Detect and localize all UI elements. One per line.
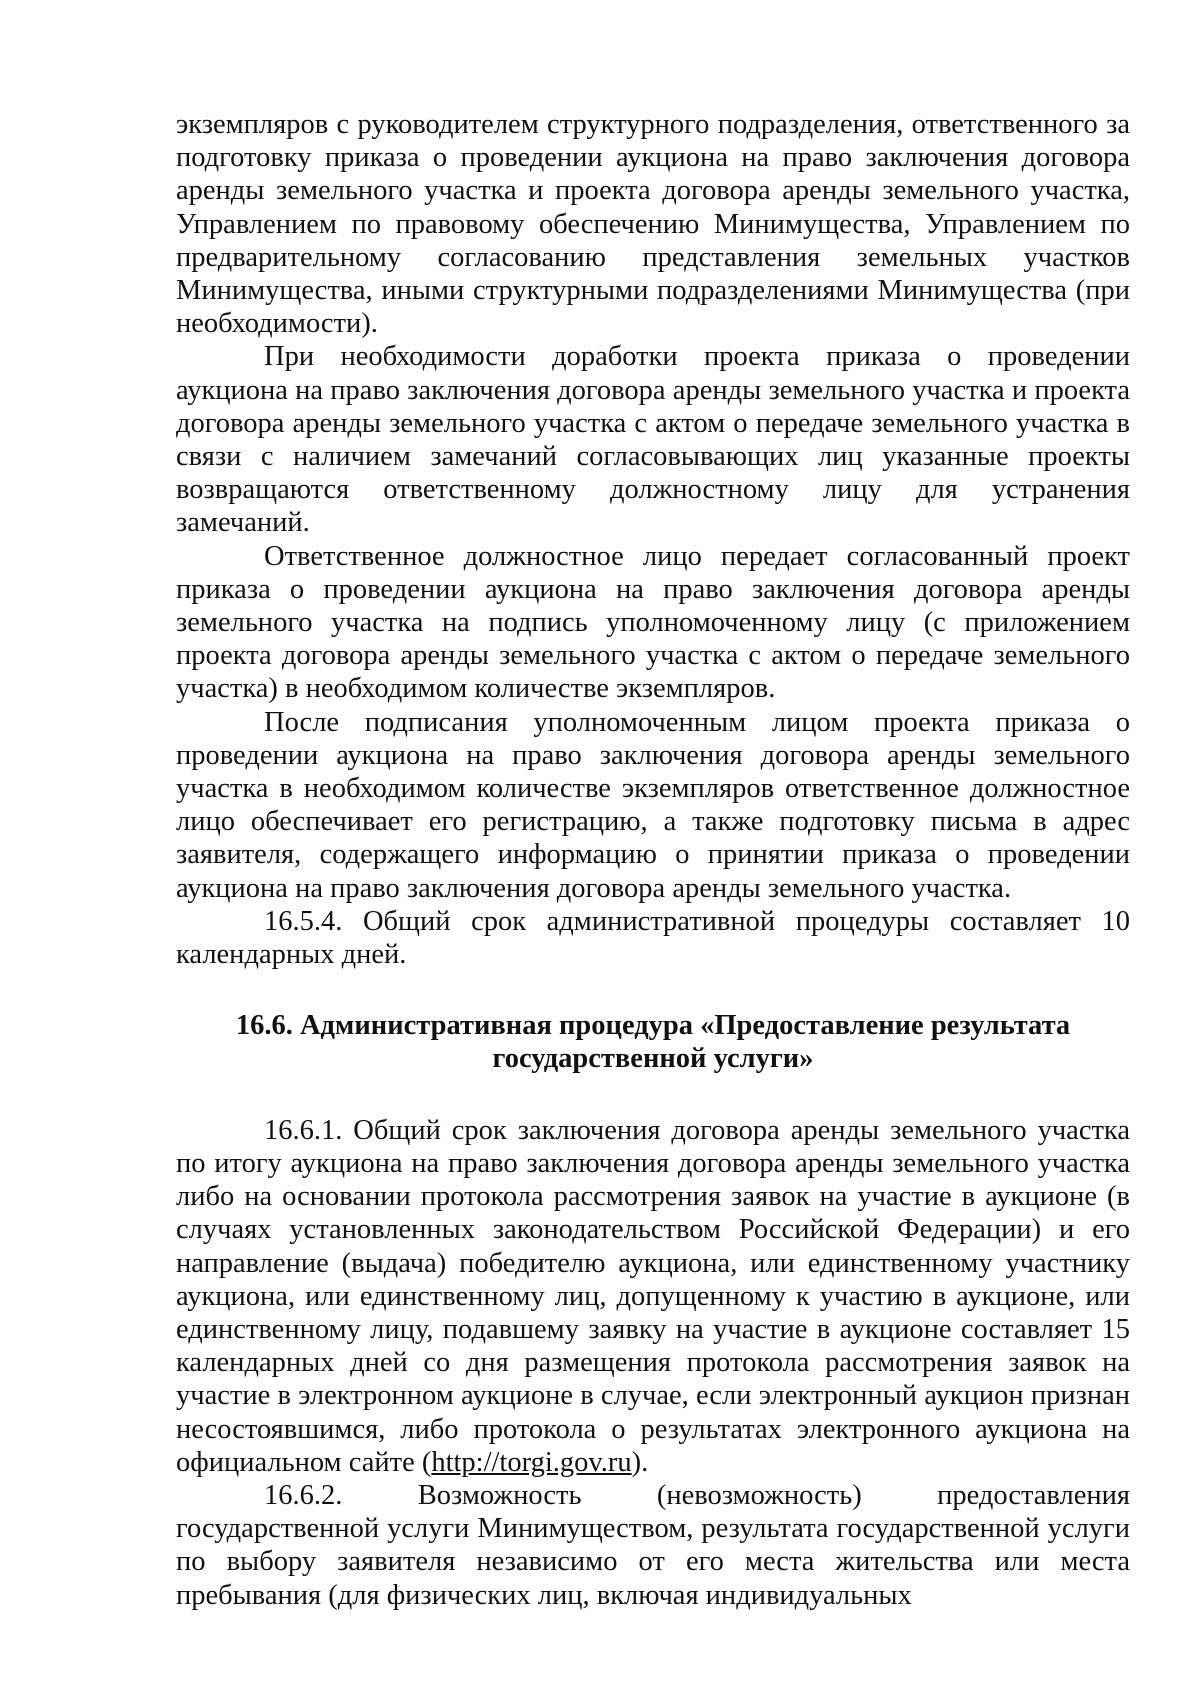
section-heading-16-6	[176, 1009, 1130, 1075]
paragraph-16-6-1-end: ).	[631, 1446, 649, 1478]
section-heading-line-1: 16.6. Административная процедура «Предоставление результата	[235, 1010, 1071, 1042]
paragraph-16-6-1-text: 16.6.1. Общий срок заключения договора аренды земельного участка по итогу аукциона на право заключения договора аренды земельного участка либо на основании протокола рассмотрения заявок на участие в аукционе (в случаях установленных законодательством Российской Федерации) и его направление (выдача) победителю аукциона, или единственному участнику аукциона, или единственному лиц, допущенному к участию в аукционе, или единственному лицу, подавшему заявку на участие в аукционе составляет 15 календарных дней со дня размещения протокола рассмотрения заявок на участие в электронном аукционе в случае, если электронный аукцион признан несостоявшимся, либо протокола о результатах электронного аукциона на официальном сайте (	[176, 1114, 1130, 1478]
torgi-link[interactable]: http://torgi.gov.ru	[431, 1446, 632, 1478]
paragraph-registration: После подписания уполномоченным лицом проекта приказа о проведении аукциона на право заключения договора аренды земельного участка в необходимом количестве экземпляров ответственное должностное лицо обеспечивает его регистрацию, а также подготовку письма в адрес заявителя, содержащего информацию о принятии приказа о проведении аукциона на право заключения договора аренды земельного участка.	[176, 706, 1130, 904]
paragraph-16-6-2: 16.6.2. Возможность (невозможность) предоставления государственной услуги Минимуществом, результата государственной услуги по выбору заявителя независимо от его места жительства или места пребывания (для физических лиц, включая индивидуальных	[176, 1479, 1130, 1611]
document-body	[176, 108, 1130, 1612]
paragraph-signature-transfer: Ответственное должностное лицо передает согласованный проект приказа о проведении аукциона на право заключения договора аренды земельного участка на подпись уполномоченному лицу (с приложением проекта договора аренды земельного участка с актом о передаче земельного участка) в необходимом количестве экземпляров.	[176, 540, 1130, 705]
section-heading-line-2: государственной услуги»	[492, 1043, 814, 1075]
paragraph-16-6-1	[176, 1114, 1130, 1479]
paragraph-continuation: экземпляров с руководителем структурного подразделения, ответственного за подготовку приказа о проведении аукциона на право заключения договора аренды земельного участка и проекта договора аренды земельного участка, Управлением по правовому обеспечению Минимущества, Управлением по предварительному согласованию представления земельных участков Минимущества, иными структурными подразделениями Минимущества (при необходимости).	[176, 109, 1130, 340]
paragraph-revision: При необходимости доработки проекта приказа о проведении аукциона на право заключения договора аренды земельного участка и проекта договора аренды земельного участка с актом о передаче земельного участка в связи с наличием замечаний согласовывающих лиц указанные проекты возвращаются ответственному должностному лицу для устранения замечаний.	[176, 341, 1130, 539]
paragraph-16-5-4: 16.5.4. Общий срок административной процедуры составляет 10 календарных дней.	[176, 905, 1130, 971]
